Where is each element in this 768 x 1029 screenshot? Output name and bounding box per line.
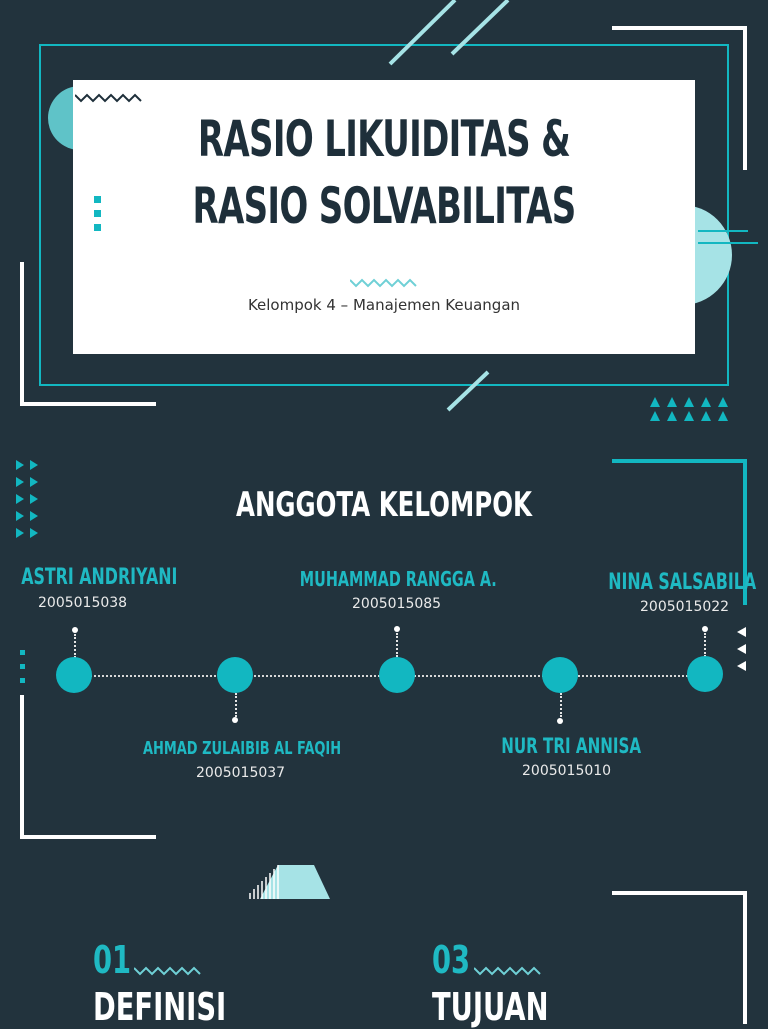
member-name: AHMAD ZULAIBIB AL FAQIH bbox=[143, 738, 342, 759]
trapezoid-decoration bbox=[246, 865, 336, 901]
section-label: TUJUAN bbox=[432, 985, 549, 1029]
member-id: 2005015037 bbox=[196, 765, 286, 781]
timeline-connector bbox=[704, 633, 706, 657]
member-name: ASTRI ANDRIYANI bbox=[21, 565, 178, 590]
title-card bbox=[73, 80, 695, 354]
member-id: 2005015010 bbox=[522, 763, 612, 779]
timeline-dot bbox=[232, 717, 238, 723]
member-id: 2005015038 bbox=[38, 595, 128, 611]
members-heading: ANGGOTA KELOMPOK bbox=[235, 485, 533, 525]
arrows-decoration bbox=[737, 627, 749, 673]
timeline-dot bbox=[394, 626, 400, 632]
member-name: MUHAMMAD RANGGA A. bbox=[299, 567, 497, 591]
title-line-2: RASIO SOLVABILITAS bbox=[192, 177, 576, 235]
subtitle: Kelompok 4 – Manajemen Keuangan bbox=[247, 296, 521, 314]
timeline-node bbox=[542, 657, 578, 693]
dots-decoration bbox=[20, 650, 28, 686]
lines-decoration bbox=[698, 229, 758, 249]
timeline-connector bbox=[560, 693, 562, 717]
member-name: NINA SALSABILA bbox=[608, 570, 757, 595]
member-name: NUR TRI ANNISA bbox=[501, 734, 642, 758]
member-id: 2005015022 bbox=[640, 599, 730, 615]
section-number: 03 bbox=[432, 938, 471, 982]
timeline-dot bbox=[557, 718, 563, 724]
timeline-connector bbox=[74, 634, 76, 658]
title-line-1: RASIO LIKUIDITAS & bbox=[197, 110, 571, 168]
section-number: 01 bbox=[93, 938, 132, 982]
timeline-connector bbox=[396, 633, 398, 657]
wave-icon bbox=[134, 966, 204, 976]
wave-icon bbox=[75, 93, 145, 103]
timeline-node bbox=[379, 657, 415, 693]
dots-decoration bbox=[94, 196, 104, 236]
timeline-dot bbox=[702, 626, 708, 632]
triangles-decoration bbox=[650, 397, 730, 423]
timeline-node bbox=[56, 657, 92, 693]
wave-icon bbox=[350, 278, 420, 288]
member-id: 2005015085 bbox=[352, 596, 442, 612]
section-label: DEFINISI bbox=[93, 985, 227, 1029]
timeline-dot bbox=[72, 627, 78, 633]
timeline-connector bbox=[235, 693, 237, 717]
arrows-decoration bbox=[16, 460, 46, 540]
timeline-node bbox=[217, 657, 253, 693]
wave-icon bbox=[474, 966, 544, 976]
timeline-node bbox=[687, 656, 723, 692]
